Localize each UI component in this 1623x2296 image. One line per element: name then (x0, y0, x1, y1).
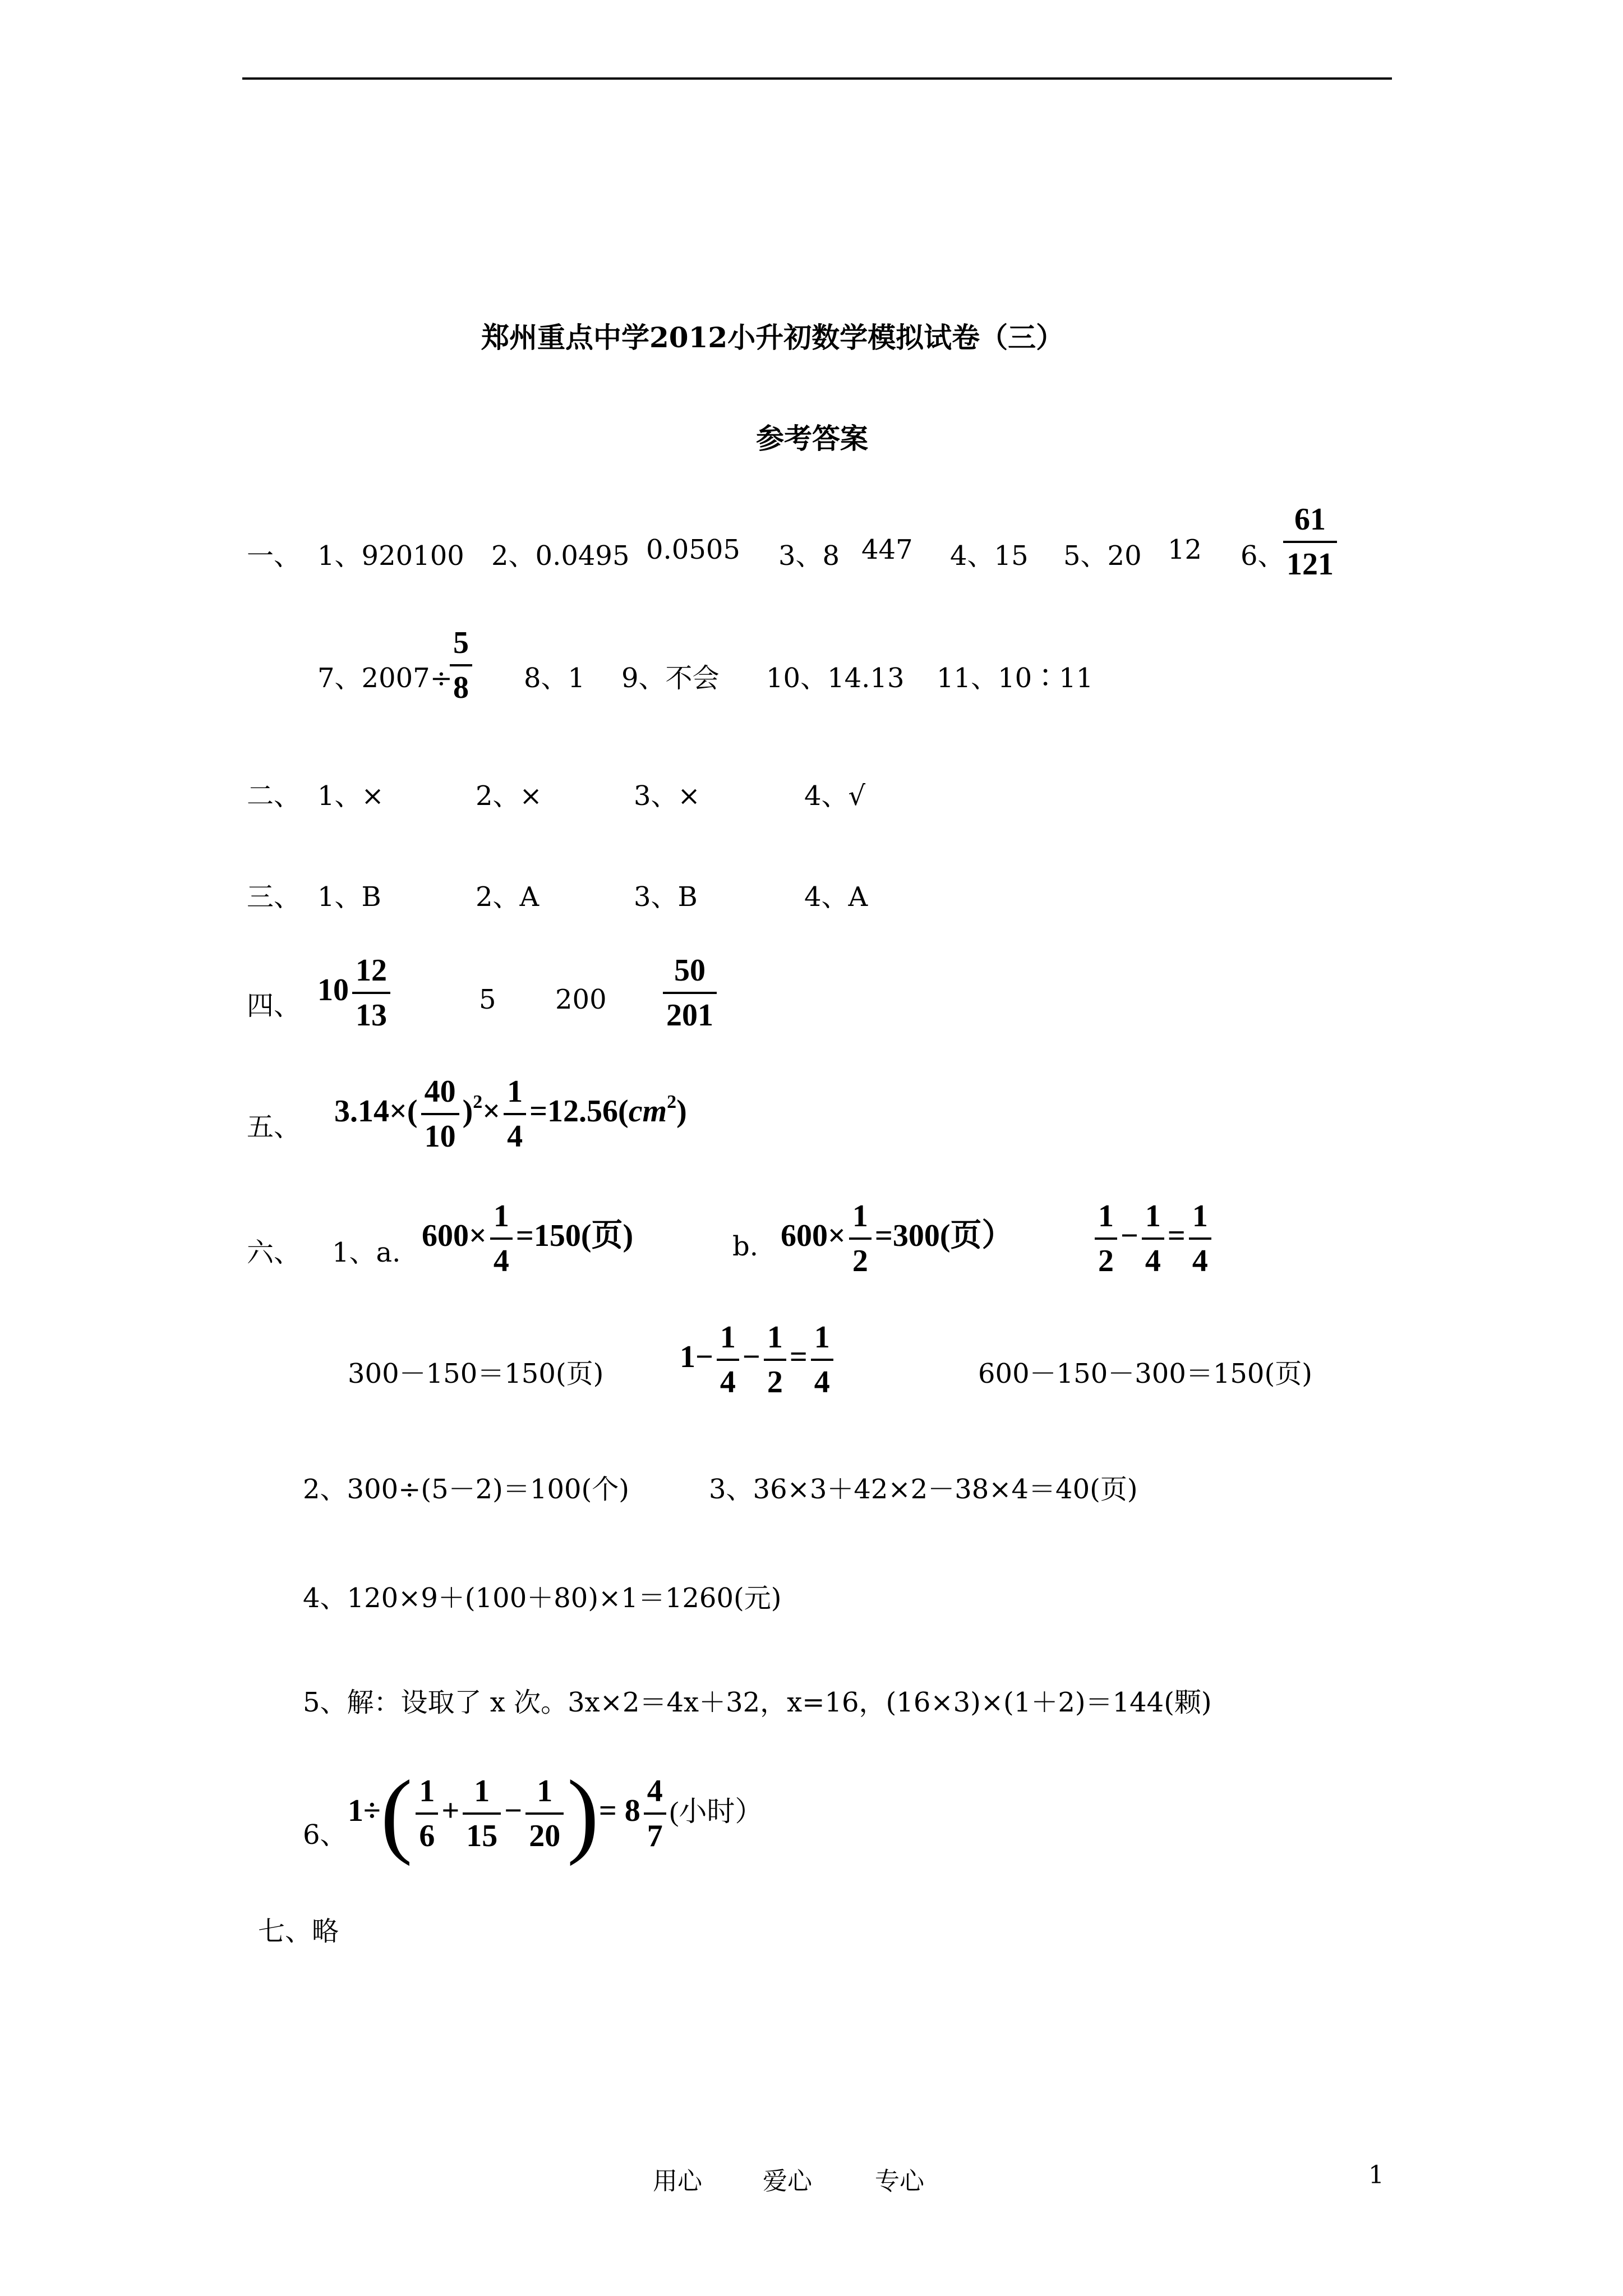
answer-6-1-line2-a: 300－150＝150(页) (348, 1358, 604, 1389)
answer-6-6-formula: 1÷( $\frac{1}{6}$ + $\frac{1}{15}$ − $\frac{1}{20}$ )= 8 $\frac{4}{7}$ (小时） (348, 1761, 763, 1866)
section-3-label: 三、 (247, 881, 301, 913)
answer-1-5a: 5、20 (1063, 540, 1142, 572)
answer-1-6-label: 6、 (1241, 540, 1285, 572)
answer-3-4: 4、A (804, 881, 868, 913)
page-title: 郑州重点中学2012小升初数学模拟试卷（三） (481, 321, 1064, 354)
answer-4-c: 200 (555, 984, 607, 1015)
answer-1-4: 4、15 (950, 540, 1029, 572)
answer-4-mixed-number: 10 $\frac{12}{13}$ (317, 955, 394, 1031)
answer-1-2b: 0.0505 (646, 534, 740, 565)
answer-3-1: 1、B (317, 881, 381, 913)
header-rule (242, 77, 1392, 80)
section-6-label: 六、 (247, 1237, 301, 1268)
answer-2-2: 2、× (476, 780, 542, 812)
answer-1-11: 11、10∶11 (937, 662, 1094, 694)
answer-1-6-fraction: $\frac{61}{121}$ (1280, 504, 1340, 580)
answer-1-3a: 3、8 (778, 540, 840, 572)
answer-2-1: 1、× (317, 780, 384, 812)
answer-6-4: 4、120×9＋(100＋80)×1＝1260(元) (303, 1582, 782, 1614)
answer-1-1: 1、920100 (317, 540, 464, 572)
section-7-label: 七、略 (258, 1916, 339, 1947)
answer-2-3: 3、× (634, 780, 700, 812)
answer-5-formula: 3.14×( $\frac{40}{10}$ )$^2$× $\frac{1}{4}$ $=12.56(cm^2)$ (334, 1074, 687, 1154)
answer-6-1a-formula: 600× $\frac{1}{4}$ =150(页) (422, 1199, 634, 1278)
page-number: 1 (1368, 2161, 1384, 2189)
footer-word-3: 专心 (875, 2167, 924, 2196)
answer-1-3b: 447 (861, 534, 913, 565)
answer-1-10: 10、14.13 (766, 662, 905, 694)
answer-6-1b-label: b. (732, 1231, 758, 1262)
answer-3-3: 3、B (634, 881, 698, 913)
answer-6-5: 5、解：设取了 x 次。3x×2＝4x＋32，x=16，(16×3)×(1＋2)＝144(颗) (303, 1687, 1212, 1718)
section-4-label: 四、 (247, 990, 301, 1022)
footer-word-1: 用心 (653, 2167, 702, 2196)
answer-3-2: 2、A (476, 881, 540, 913)
page-subtitle: 参考答案 (756, 422, 868, 455)
answer-6-6-label: 6、 (303, 1819, 347, 1851)
answer-6-1-line2-c: 600－150－300＝150(页) (978, 1358, 1312, 1389)
answer-1-9: 9、不会 (621, 662, 720, 694)
section-2-label: 二、 (247, 780, 301, 812)
answer-1-7-fraction: $\frac{5}{8}$ (446, 627, 476, 703)
answer-6-3: 3、36×3＋42×2－38×4＝40(页) (709, 1474, 1138, 1505)
answer-6-1a-label: 1、a. (332, 1237, 401, 1268)
answer-6-2: 2、300÷(5－2)＝100(个) (303, 1474, 629, 1505)
answer-1-2a: 2、0.0495 (491, 540, 630, 572)
answer-1-8: 8、1 (524, 662, 585, 694)
answer-6-1b-formula: 600× $\frac{1}{2}$ =300(页） (781, 1199, 1013, 1278)
footer-word-2: 爱心 (763, 2167, 812, 2196)
answer-6-1c-formula: $\frac{1}{2}$ − $\frac{1}{4}$ = $\frac{1}{4}$ (1091, 1200, 1215, 1277)
answer-4-fraction: $\frac{50}{201}$ (660, 955, 720, 1031)
answer-2-4: 4、√ (804, 780, 866, 812)
section-5-label: 五、 (247, 1111, 301, 1143)
answer-6-1-line2-b: 1− $\frac{1}{4}$ − $\frac{1}{2}$ = $\frac{1}{4}$ (680, 1322, 837, 1398)
answer-1-7-label: 7、2007÷ (317, 662, 453, 694)
answer-1-5b: 12 (1168, 534, 1202, 565)
section-1-label: 一、 (247, 540, 301, 572)
answer-4-b: 5 (479, 984, 496, 1015)
